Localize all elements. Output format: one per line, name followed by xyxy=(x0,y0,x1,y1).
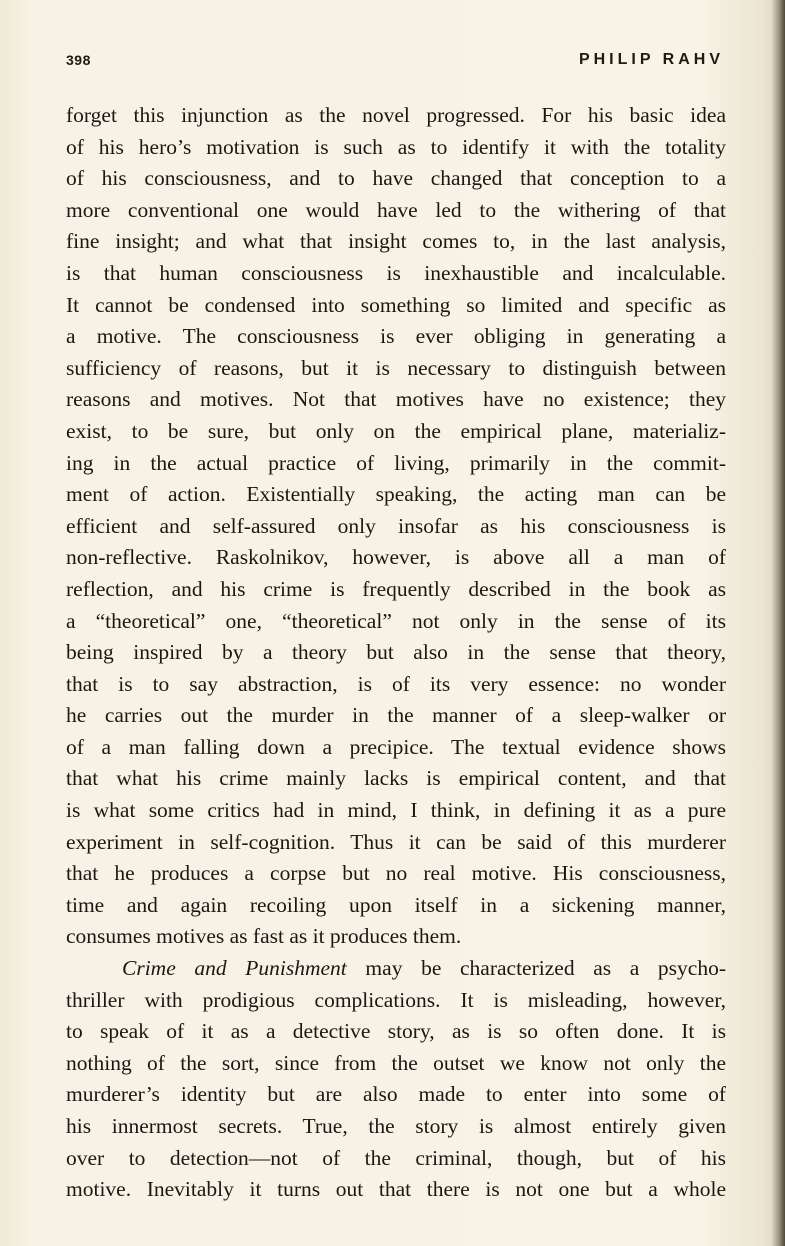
text-line: that what his crime mainly lacks is empirical content, and that xyxy=(66,766,726,791)
text-line: being inspired by a theory but also in the sense that theory, xyxy=(66,640,726,665)
running-title: PHILIP RAHV xyxy=(578,51,724,68)
page-number: 398 xyxy=(66,52,91,68)
text-line: is that human consciousness is inexhaustible and incalculable. xyxy=(66,260,726,285)
text-line: of a man falling down a precipice. The textual evidence shows xyxy=(66,734,726,759)
text-line: It cannot be condensed into something so limited and specific as xyxy=(66,292,726,317)
running-head xyxy=(66,52,724,74)
text-line: a “theoretical” one, “theoretical” not only in the sense of its xyxy=(66,608,726,633)
text-line-paragraph-end: consumes motives as fast as it produces them. xyxy=(66,924,462,949)
text-line: a motive. The consciousness is ever obliging in generating a xyxy=(66,324,726,349)
page-spine-shadow xyxy=(771,0,785,1246)
text-line: ing in the actual practice of living, primarily in the commit- xyxy=(66,450,726,475)
text-line: that he produces a corpse but no real motive. His consciousness, xyxy=(66,861,726,886)
text-line: of his consciousness, and to have changed that conception to a xyxy=(66,166,726,191)
text-line: he carries out the murder in the manner of a sleep-walker or xyxy=(66,703,726,728)
text-line: time and again recoiling upon itself in a sickening manner, xyxy=(66,892,726,917)
text-line: is what some critics had in mind, I think, in defining it as a pure xyxy=(66,798,726,823)
text-line: reflection, and his crime is frequently described in the book as xyxy=(66,576,726,601)
text-line: murderer’s identity but are also made to enter into some of xyxy=(66,1082,726,1107)
text-line: sufficiency of reasons, but it is necessary to distinguish between xyxy=(66,355,726,380)
text-line: that is to say abstraction, is of its very essence: no wonder xyxy=(66,671,726,696)
text-line: nothing of the sort, since from the outset we know not only the xyxy=(66,1050,726,1075)
text-line: ment of action. Existentially speaking, the acting man can be xyxy=(66,482,726,507)
paragraph-opening-line xyxy=(66,953,726,985)
text-line: experiment in self-cognition. Thus it can be said of this murderer xyxy=(66,829,726,854)
book-title: Crime and Punishment xyxy=(122,956,347,981)
text-line: non-reflective. Raskolnikov, however, is above all a man of xyxy=(66,545,726,570)
text-line: forget this injunction as the novel progressed. For his basic idea xyxy=(66,103,726,127)
text-line: over to detection—not of the criminal, though, but of his xyxy=(66,1145,726,1170)
text-line: to speak of it as a detective story, as is so often done. It is xyxy=(66,1019,726,1044)
text-line: thriller with prodigious complications. It is misleading, however, xyxy=(66,987,726,1012)
text-line: fine insight; and what that insight comes to, in the last analysis, xyxy=(66,229,726,254)
text-line: reasons and motives. Not that motives have no existence; they xyxy=(66,387,726,412)
text-line: of his hero’s motivation is such as to identify it with the totality xyxy=(66,134,726,159)
text-line: motive. Inevitably it turns out that there is not one but a whole xyxy=(66,1177,726,1202)
text-line: his innermost secrets. True, the story is almost entirely given xyxy=(66,1114,726,1138)
text-line: efficient and self-assured only insofar as his consciousness is xyxy=(66,513,726,538)
text-line: exist, to be sure, but only on the empirical plane, materializ- xyxy=(66,418,726,443)
opening-line-rest: may be characterized as a psycho- xyxy=(346,956,726,981)
body-text xyxy=(66,100,726,1206)
text-line: more conventional one would have led to the withering of that xyxy=(66,197,726,222)
